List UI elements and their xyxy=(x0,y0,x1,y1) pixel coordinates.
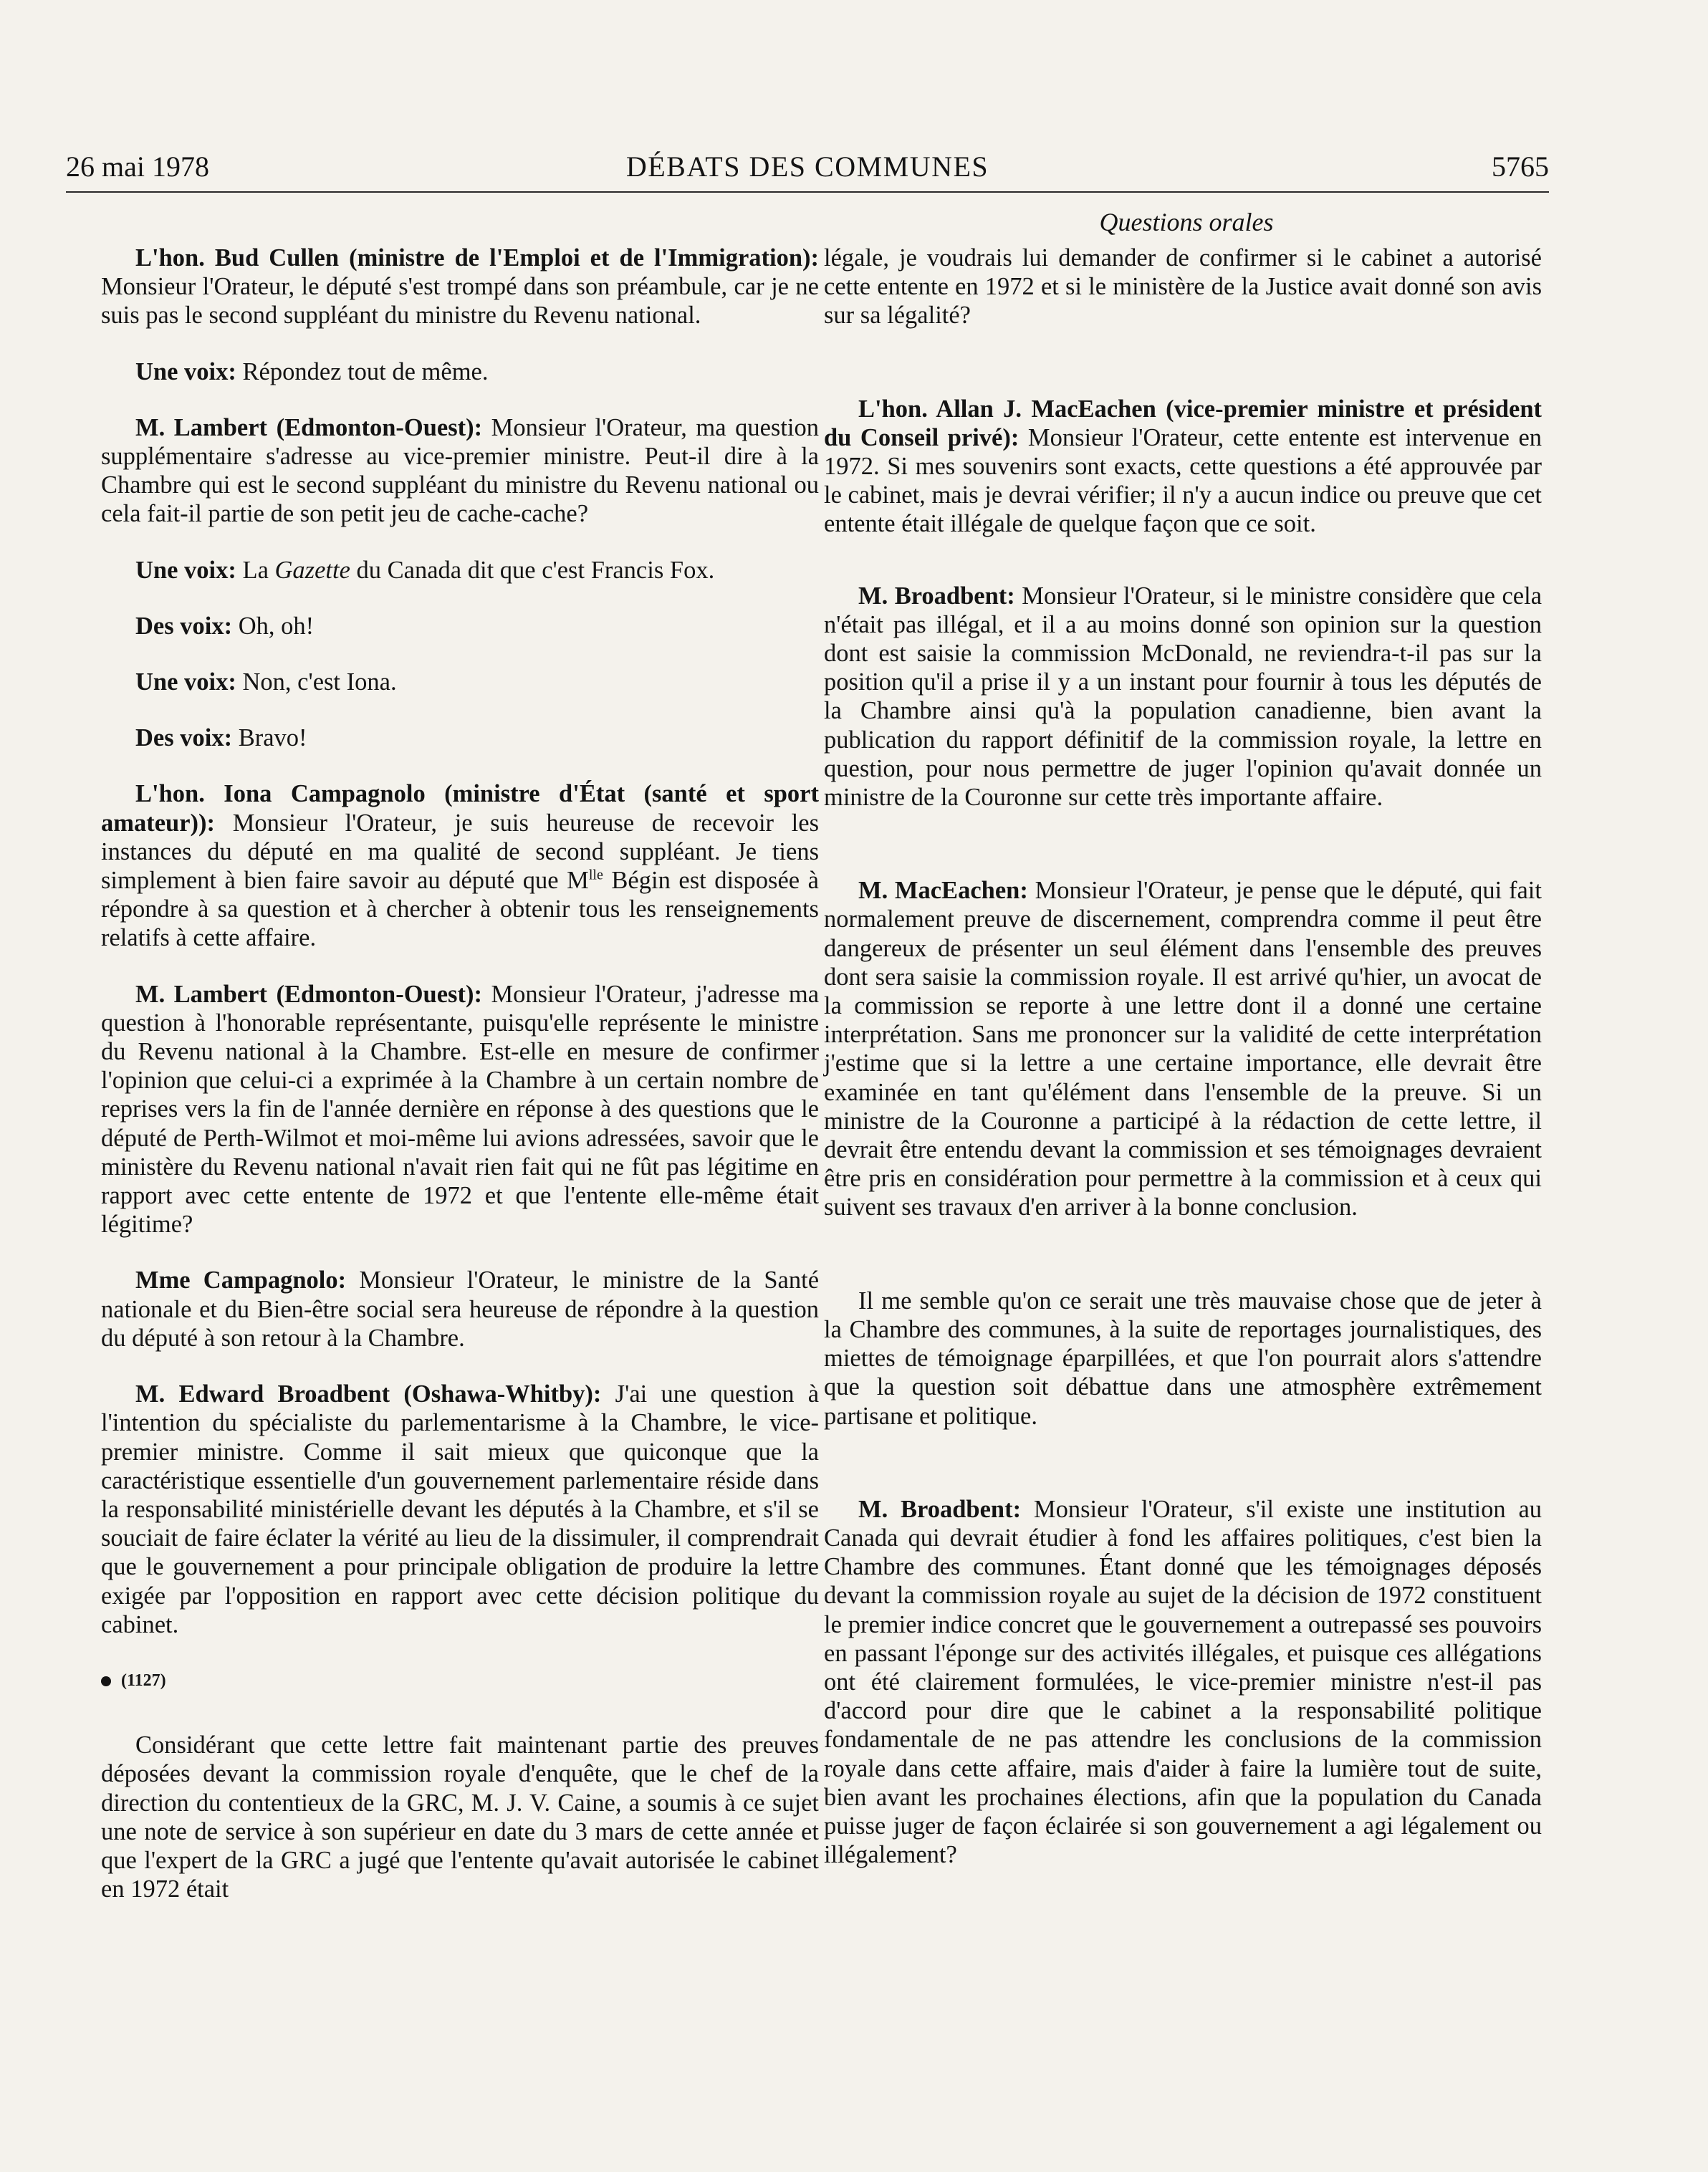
speech-text: Oh, oh! xyxy=(238,612,315,640)
paragraph xyxy=(101,556,819,585)
speech-text: du Canada dit que c'est Francis Fox. xyxy=(356,556,715,584)
speech-text: Monsieur l'Orateur, le ministre de la Santé nationale et du Bien-être social sera heureuse de répondre à la question du député à son retour à la Chambre. xyxy=(101,1267,820,1352)
speech-text: Monsieur l'Orateur, ma question supplémentaire s'adresse au vice-premier ministre. Peut-il dire à la Chambre qui est le second suppléant du ministre du Revenu national ou cela fait-il partie de son petit jeu de cache-cache? xyxy=(101,413,820,528)
speech-text: Monsieur l'Orateur, si le ministre considère que cela n'était pas illégal, et il a au moins donné son opinion sur la question dont est saisie la commission McDonald, ne reviendra-t-il pas sur la position qu'il a prise il y a un instant pour fournir à tous les députés de la Chambre ainsi qu'à la population canadienne, bien avant la publication du rapport définitif de la commission royale, la lettre en question, pour nous permettre de juger l'opinion qu'avait donnée un ministre de la Couronne sur cette très importante affaire. xyxy=(824,582,1543,812)
publication-title: Gazette xyxy=(274,556,350,584)
speaker-name: L'hon. Iona Campagnolo (ministre d'État (santé et sport amateur)): xyxy=(101,780,819,837)
speaker-name: M. Lambert (Edmonton-Ouest): xyxy=(135,980,482,1008)
speech-text: Monsieur l'Orateur, je suis heureuse de recevoir les instances du député en ma qualité de second suppléant. Je tiens simplement à bien faire savoir au député que M xyxy=(101,809,820,895)
paragraph xyxy=(101,612,819,640)
speech-text: Bégin est disposée à répondre à sa question et à chercher à obtenir tous les renseignements relatifs à cette affaire. xyxy=(101,867,819,952)
speaker-name: M. Lambert (Edmonton-Ouest): xyxy=(135,413,483,441)
right-column xyxy=(824,244,1542,1896)
speech-text: Il me semble qu'on ce serait une très mauvaise chose que de jeter à la Chambre des communes, à la suite de reportages journalistiques, des miettes de témoignage éparpillées, et que l'on pourrait alors s'attendre que la question soit débattue dans une atmosphère extrêmement partisane et politique. xyxy=(824,1287,1542,1430)
speaker-name: Une voix: xyxy=(135,668,236,696)
paragraph xyxy=(824,1287,1542,1431)
paragraph xyxy=(824,1495,1542,1870)
paragraph xyxy=(101,413,819,529)
speaker-name: M. Broadbent: xyxy=(858,582,1015,610)
speech-text: Monsieur l'Orateur, cette entente est intervenue en 1972. Si mes souvenirs sont exacts, cette questions a été approuvée par le cabinet, mais je devrai vérifier; il n'y a aucun indice ou preuve que cet entente était illégale de quelque façon que ce soit. xyxy=(824,423,1543,538)
paragraph xyxy=(824,244,1542,330)
paragraph xyxy=(101,980,819,1239)
speech-text: J'ai une question à l'intention du spécialiste du parlementarisme à la Chambre, le vice-premier ministre. Comme il sait mieux que quiconque que la caractéristique essentielle d'un gouvernement parlementaire réside dans la responsabilité ministérielle devant les députés à la Chambre, et s'il se souciait de faire éclater la vérité au lieu de la dissimuler, il comprendrait que le gouvernement a pour principale obligation de produire la lettre exigée par l'opposition en rapport avec cette décision politique du cabinet. xyxy=(101,1380,820,1638)
paragraph xyxy=(101,724,819,752)
header-title: DÉBATS DES COMMUNES xyxy=(625,150,989,183)
section-label: Questions orales xyxy=(1099,208,1274,236)
page-header xyxy=(66,147,1549,193)
paragraph xyxy=(101,1380,819,1639)
time-marker xyxy=(101,1666,819,1695)
paragraph xyxy=(101,668,819,696)
speaker-name: Mme Campagnolo: xyxy=(135,1267,347,1294)
paragraph xyxy=(824,582,1542,812)
speech-text: La xyxy=(242,556,269,584)
speech-text: Considérant que cette lettre fait maintenant partie des preuves déposées devant la commission royale d'enquête, que le chef de la direction du contentieux de la GRC, M. J. V. Caine, a soumis à ce sujet une note de service à son supérieur en date du 3 mars de cette année et que l'expert de la GRC a jugé que l'entente qu'avait autorisée le cabinet en 1972 était xyxy=(101,1731,819,1903)
paragraph xyxy=(824,395,1542,539)
paragraph xyxy=(101,357,819,386)
paragraph xyxy=(101,244,819,330)
left-column xyxy=(101,244,819,1931)
speech-text: Répondez tout de même. xyxy=(242,357,489,385)
speaker-name: Des voix: xyxy=(135,612,233,640)
speaker-name: Des voix: xyxy=(135,724,233,752)
speech-text: Monsieur l'Orateur, le député s'est trompé dans son préambule, car je ne suis pas le second suppléant du ministre du Revenu national. xyxy=(101,273,819,330)
bullet-icon xyxy=(101,1676,111,1686)
speech-text: Monsieur l'Orateur, s'il existe une institution au Canada qui devrait étudier à fond les affaires politiques, c'est bien la Chambre des communes. Étant donné que les témoignages déposés devant la commission royale au sujet de la décision de 1972 constituent le premier indice concret que le gouvernement a outrepassé ses pouvoirs en passant l'éponge sur des activités illégales, et puisque ces allégations ont été clairement formulées, le vice-premier ministre n'est-il pas d'accord pour dire que le cabinet a la responsabilité politique fondamentale de ne pas attendre les conclusions de la commission royale dans cette affaire, mais d'aider à faire la lumière tout de suite, bien avant les prochaines élections, afin que la population du Canada puisse juger de façon éclairée si son gouvernement a agi légalement ou illégalement? xyxy=(824,1495,1543,1869)
speech-text: Non, c'est Iona. xyxy=(242,668,397,696)
paragraph xyxy=(101,1266,819,1352)
speech-text: Bravo! xyxy=(238,724,307,752)
speech-text: légale, je voudrais lui demander de confirmer si le cabinet a autorisé cette entente en 1972 et si le ministère de la Justice avait donné son avis sur sa légalité? xyxy=(824,244,1542,330)
speaker-name: Une voix: xyxy=(135,357,236,385)
superscript-abbreviation: lle xyxy=(588,867,603,883)
header-page-number: 5765 xyxy=(1492,150,1549,183)
speech-text: Monsieur l'Orateur, je pense que le député, qui fait normalement preuve de discernement, comprendra comme il peut être dangereux de présenter un seul élément dans l'ensemble des preuves dont sera saisie la commission royale. Il est arrivé qu'hier, un avocat de la commission se reporte à une lettre dont il a donné une certaine interprétation. Sans me prononcer sur la validité de cette interprétation j'estime que si la lettre a une certaine importance, elle devrait être examinée en tant qu'élément dans l'ensemble de la preuve. Si un ministre de la Couronne a participé à la rédaction de cette lettre, il devrait être entendu devant la commission et ses témoignages devraient être pris en considération pour permettre à la commission et à ceux qui suivent ses travaux d'en arriver à la bonne conclusion. xyxy=(824,877,1542,1221)
speech-text: Monsieur l'Orateur, j'adresse ma question à l'honorable représentante, puisqu'elle représente le ministre du Revenu national à la Chambre. Est-elle en mesure de confirmer l'opinion que celui-ci a exprimée à la Chambre à un certain nombre de reprises vers la fin de l'année dernière en réponse à des questions que le député de Perth-Wilmot et moi-même lui avions adressées, savoir que le ministère du Revenu national n'avait rien fait qui ne fût pas légitime en rapport avec cette entente de 1972 et que l'entente elle-même était légitime? xyxy=(101,980,820,1239)
speaker-name: M. Broadbent: xyxy=(858,1495,1022,1523)
header-date: 26 mai 1978 xyxy=(66,150,209,183)
time-marker-label: (1127) xyxy=(121,1671,166,1690)
speaker-name: L'hon. Allan J. MacEachen (vice-premier ministre et président du Conseil privé): xyxy=(824,395,1542,451)
speaker-name: M. MacEachen: xyxy=(858,877,1028,905)
speaker-name: L'hon. Bud Cullen (ministre de l'Emploi et de l'Immigration): xyxy=(135,244,819,272)
speaker-name: Une voix: xyxy=(135,556,236,584)
paragraph xyxy=(824,876,1542,1221)
speaker-name: M. Edward Broadbent (Oshawa-Whitby): xyxy=(135,1380,602,1408)
paragraph xyxy=(101,779,819,952)
paragraph xyxy=(101,1731,819,1903)
